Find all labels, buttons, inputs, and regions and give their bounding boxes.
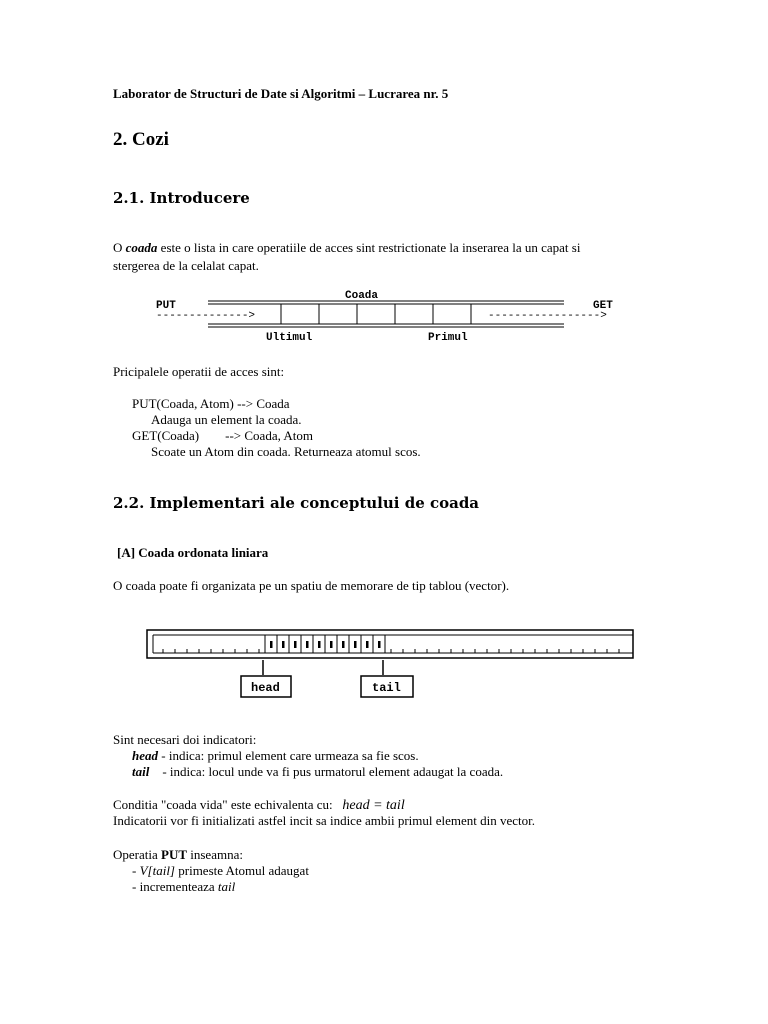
queue-cells	[281, 304, 471, 324]
impl-subheading: [A] Coada ordonata liniara	[117, 545, 269, 560]
get-signature	[132, 428, 313, 444]
queue-title: Coada	[345, 290, 379, 302]
head-indicator	[132, 748, 419, 764]
array-filled-slot	[318, 641, 321, 648]
condition-line	[113, 797, 405, 814]
put-op-intro-end: inseamna:	[187, 847, 243, 862]
intro-heading: 2.1. Introducere	[113, 189, 250, 207]
array-filled-slot	[378, 641, 381, 648]
array-filled-slot	[306, 641, 309, 648]
tail-description: - indica: locul unde va fi pus urmatorul element adaugat la coada.	[149, 764, 504, 779]
get-signature-result: --> Coada, Atom	[225, 428, 313, 443]
array-filled-slot	[330, 641, 333, 648]
impl-heading: 2.2. Implementari ale conceptului de coada	[113, 494, 480, 512]
put-op-intro	[113, 847, 243, 863]
tail-term: tail	[132, 764, 150, 779]
array-filled-slots	[265, 635, 385, 653]
put-op-step2-term: tail	[217, 879, 236, 894]
array-filled-slot	[366, 641, 369, 648]
tail-box-label: tail	[372, 681, 401, 695]
intro-paragraph-line1	[113, 240, 580, 256]
last-label: Ultimul	[266, 332, 313, 344]
head-term: head	[132, 748, 158, 763]
put-signature: PUT(Coada, Atom) --> Coada	[132, 396, 290, 411]
first-label: Primul	[428, 332, 468, 344]
put-op-step2-text: - incrementeaza	[132, 879, 218, 894]
put-op-step1	[132, 863, 309, 879]
ops-intro: Pricipalele operatii de acces sint:	[113, 364, 285, 379]
impl-paragraph: O coada poate fi organizata pe un spatiu de memorare de tip tablou (vector).	[113, 578, 510, 593]
put-op-step2	[132, 879, 235, 895]
queue-diagram	[148, 283, 634, 345]
get-arrow: ----------------->	[488, 310, 607, 322]
array-outer-border	[147, 630, 633, 658]
put-description: Adauga un element la coada.	[151, 412, 302, 427]
indicators-intro: Sint necesari doi indicatori:	[113, 732, 257, 747]
condition-text: Conditia "coada vida" este echivalenta cu:	[113, 797, 343, 812]
array-filled-slot	[342, 641, 345, 648]
array-ticks	[163, 649, 619, 653]
put-arrow: -------------->	[156, 310, 256, 322]
get-description: Scoate un Atom din coada. Returneaza atomul scos.	[151, 444, 421, 459]
section-title: 2. Cozi	[113, 129, 169, 150]
condition-expression: head = tail	[342, 798, 405, 813]
intro-term-coada: coada	[125, 240, 158, 255]
put-op-step1-dash: -	[132, 863, 140, 878]
put-label: PUT	[156, 300, 176, 312]
put-op-intro-start: Operatia	[113, 847, 162, 862]
array-filled-slot	[354, 641, 357, 648]
condition-line2: Indicatorii vor fi initializati astfel incit sa indice ambii primul element din vector.	[113, 813, 536, 828]
array-filled-slot	[270, 641, 273, 648]
tail-indicator	[132, 764, 503, 780]
head-box-label: head	[251, 681, 280, 695]
array-filled-slot	[294, 641, 297, 648]
document-header: Laborator de Structuri de Date si Algoritmi – Lucrarea nr. 5	[113, 86, 449, 101]
put-op-step1-term: V[tail]	[139, 863, 175, 878]
put-op-term: PUT	[161, 847, 188, 862]
intro-text-rest: este o lista in care operatiile de acces sint restrictionate la inserarea la un capat si	[157, 240, 581, 255]
head-description: - indica: primul element care urmeaza sa fie scos.	[158, 748, 419, 763]
array-diagram	[145, 627, 635, 699]
get-signature-name: GET(Coada)	[132, 428, 200, 443]
array-filled-slot	[282, 641, 285, 648]
intro-paragraph-line2: stergerea de la celalat capat.	[113, 258, 259, 273]
put-op-step1-rest: primeste Atomul adaugat	[175, 863, 309, 878]
get-label: GET	[593, 300, 613, 312]
intro-text-start: O	[113, 240, 126, 255]
